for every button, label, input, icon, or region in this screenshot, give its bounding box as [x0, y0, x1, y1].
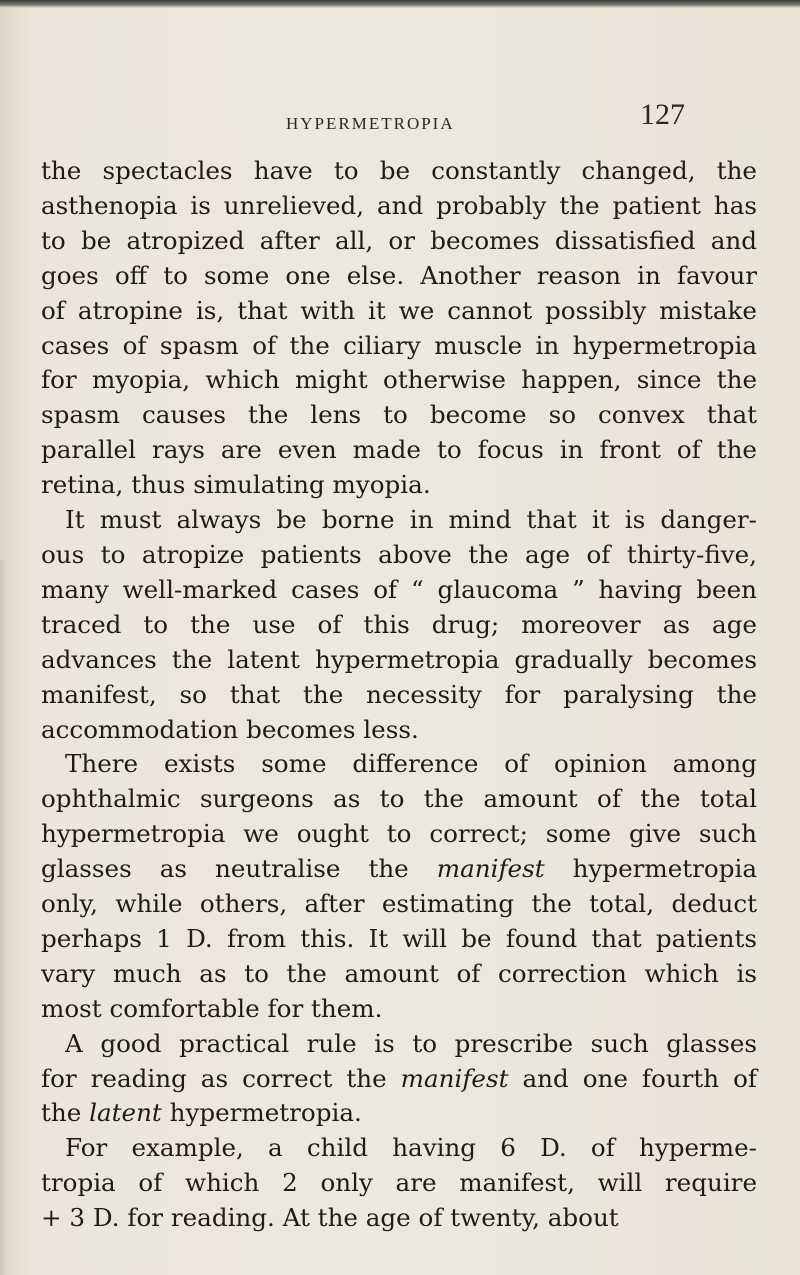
text-segment: and one fourth of [508, 1063, 757, 1093]
text-line [41, 852, 757, 887]
text-line: asthenopia is unrelieved, and probably the patient has [41, 190, 757, 220]
text-line: to be atropized after all, or becomes dissatisfied and [41, 225, 757, 255]
text-line: + 3 D. for reading. At the age of twenty, about [41, 1203, 619, 1233]
text-line: most comfortable for them. [41, 993, 383, 1023]
text-line: hypermetropia we ought to correct; some give such [41, 819, 757, 849]
text-line: For example, a child having 6 D. of hyperme- [65, 1133, 757, 1163]
text-segment: glasses as neutralise the [41, 854, 437, 884]
text-line: traced to the use of this drug; moreover as age [41, 609, 757, 639]
page-gutter-shadow [0, 560, 8, 1275]
text-line: goes off to some one else. Another reason in favour [41, 260, 757, 290]
text-line: ophthalmic surgeons as to the amount of the total [41, 784, 757, 814]
text-line: cases of spasm of the ciliary muscle in hypermetropia [41, 330, 757, 360]
text-line [41, 1062, 757, 1097]
text-segment: hypermetropia [544, 854, 758, 884]
text-line: tropia of which 2 only are manifest, will require [41, 1168, 757, 1198]
text-line [41, 1096, 757, 1131]
italic-term: manifest [400, 1063, 509, 1093]
page-top-shadow [0, 0, 800, 8]
italic-term: manifest [436, 854, 545, 884]
text-line: spasm causes the lens to become so convex that [41, 400, 757, 430]
text-line: It must always be borne in mind that it is danger- [65, 505, 757, 535]
text-line: There exists some difference of opinion among [65, 749, 757, 779]
running-head: HYPERMETROPIA [286, 114, 455, 133]
text-line: A good practical rule is to prescribe such glasses [65, 1028, 757, 1058]
italic-term: latent [89, 1098, 162, 1128]
page-number: 127 [640, 98, 685, 131]
text-segment: for reading as correct the [41, 1063, 401, 1093]
text-line: advances the latent hypermetropia gradually becomes [41, 644, 757, 674]
paragraph [41, 747, 757, 1026]
text-segment: the [41, 1098, 90, 1128]
text-segment: hypermetropia. [161, 1098, 362, 1128]
paragraph [41, 1131, 757, 1236]
text-line: vary much as to the amount of correction which is [41, 958, 757, 988]
text-line: of atropine is, that with it we cannot possibly mistake [41, 295, 757, 325]
text-line: parallel rays are even made to focus in front of the [41, 435, 757, 465]
text-line: for myopia, which might otherwise happen, since the [41, 365, 757, 395]
paragraph [41, 1027, 757, 1132]
text-line: accommodation becomes less. [41, 714, 419, 744]
text-line: ous to atropize patients above the age of thirty-five, [41, 539, 757, 569]
text-line: only, while others, after estimating the total, deduct [41, 889, 757, 919]
body-text [41, 154, 757, 1236]
paragraph [41, 154, 757, 503]
paragraph [41, 503, 757, 747]
text-line: manifest, so that the necessity for paralysing the [41, 679, 757, 709]
text-line: perhaps 1 D. from this. It will be found that patients [41, 923, 757, 953]
text-line: retina, thus simulating myopia. [41, 470, 431, 500]
text-line: the spectacles have to be constantly changed, the [41, 156, 757, 185]
text-line: many well-marked cases of “ glaucoma ” having been [41, 574, 757, 604]
